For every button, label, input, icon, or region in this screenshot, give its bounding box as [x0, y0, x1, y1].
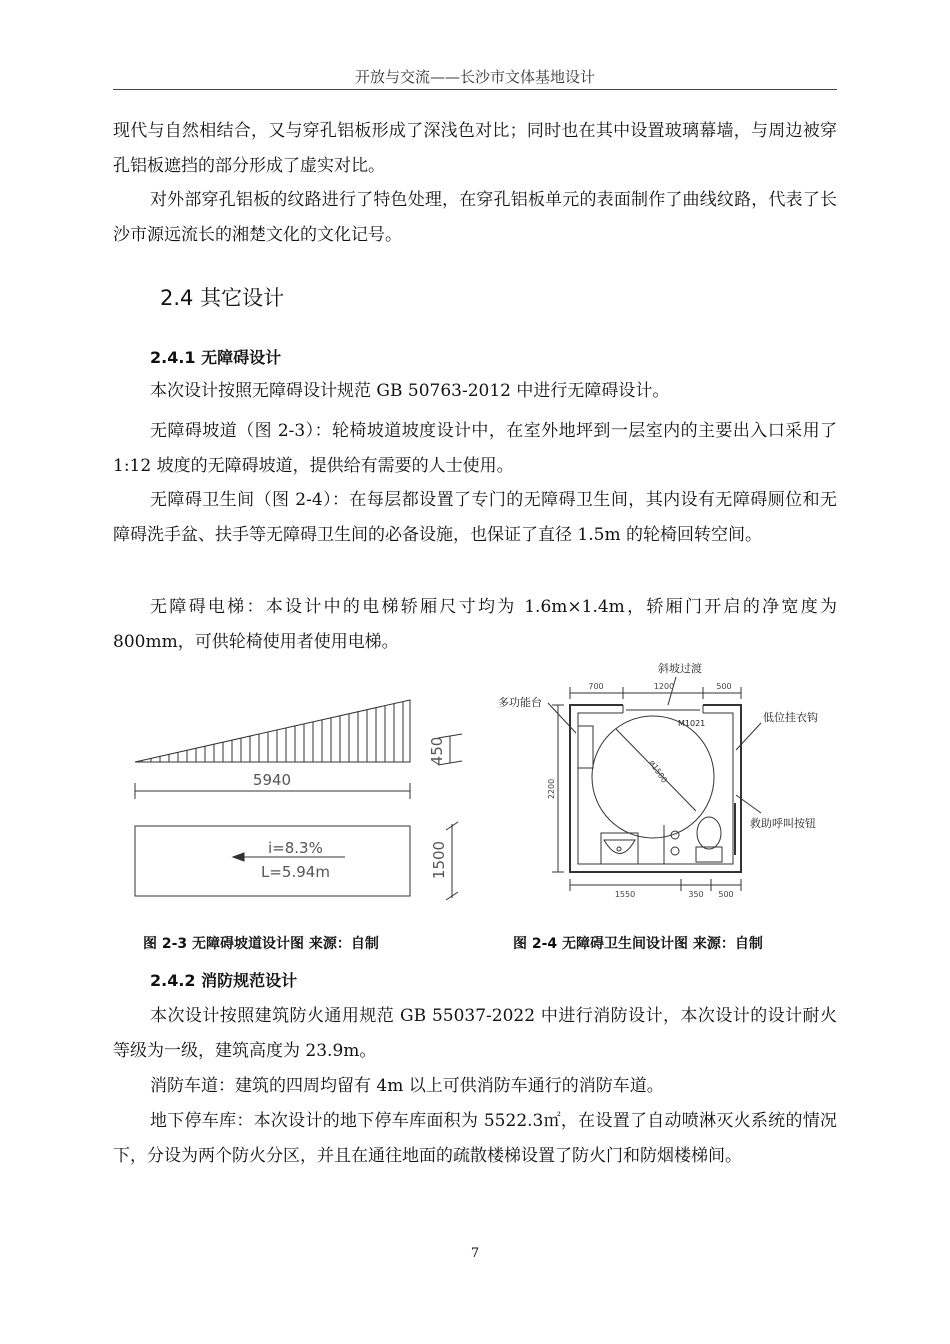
top-dim-3: 500 — [716, 682, 732, 691]
page-number: 7 — [470, 1246, 480, 1261]
section-heading-2-4: 2.4 其它设计 — [160, 286, 285, 310]
left-dim: 2200 — [547, 778, 556, 800]
ramp-height-label: 450 — [428, 736, 446, 766]
ramp-drawing — [120, 690, 480, 920]
diameter-label: ø1500 — [647, 758, 669, 785]
paragraph-fire-lane: 消防车道：建筑的四周均留有 4m 以上可供消防车通行的消防车道。 — [150, 1076, 664, 1096]
bottom-dim-3: 500 — [718, 890, 734, 899]
bottom-dim-2: 350 — [688, 890, 704, 899]
paragraph-elevator: 无障碍电梯：本设计中的电梯轿厢尺寸均为 1.6m×1.4m，轿厢门开启的净宽度为 800mm，可供轮椅使用者使用电梯。 — [113, 597, 837, 652]
section-heading-2-4-1: 2.4.1 无障碍设计 — [150, 348, 282, 367]
ramp-length-text: L=5.94m — [261, 863, 330, 881]
figure-2-4-caption: 图 2-4 无障碍卫生间设计图 来源：自制 — [513, 936, 763, 952]
figure-2-3-caption: 图 2-3 无障碍坡道设计图 来源：自制 — [143, 936, 379, 952]
section-heading-2-4-2: 2.4.2 消防规范设计 — [150, 971, 298, 990]
slope-arrow-head — [233, 853, 244, 861]
counter-leader — [548, 703, 576, 733]
ramp-elevation-outline — [135, 700, 410, 762]
running-header: 开放与交流——长沙市文体基地设计 — [354, 68, 595, 86]
top-dim-1: 700 — [588, 682, 604, 691]
multifunction-counter — [578, 726, 593, 768]
hook-label: 低位挂衣钩 — [763, 711, 818, 724]
sink-counter — [601, 833, 638, 864]
counter-label: 多功能台 — [498, 696, 542, 709]
door-tag: M1021 — [678, 719, 706, 728]
call-button-label: 救助呼叫按钮 — [750, 817, 816, 830]
ramp-width-label: 1500 — [430, 840, 448, 880]
top-dim-2: 1200 — [653, 682, 675, 691]
restroom-plan-drawing — [478, 655, 838, 915]
ramp-length-label: 5940 — [252, 771, 292, 789]
toilet-bowl — [697, 817, 721, 849]
ramp-transition-label: 斜坡过渡 — [658, 662, 702, 675]
bottom-dim-1: 1550 — [614, 890, 636, 899]
slope-ratio-label: i=8.3% — [268, 839, 323, 857]
call-leader — [736, 795, 761, 813]
paragraph-texture: 对外部穿孔铝板的纹路进行了特色处理，在穿孔铝板单元的表面制作了曲线纹路，代表了长沙市源远流长的湘楚文化的文化记号。 — [113, 190, 837, 245]
turning-circle — [592, 716, 714, 838]
paragraph-contrast: 现代与自然相结合，又与穿孔铝板形成了深浅色对比；同时也在其中设置玻璃幕墙，与周边被穿孔铝板遮挡的部分形成了虚实对比。 — [113, 121, 837, 176]
header-rule — [113, 89, 837, 90]
paragraph-fire-standard: 本次设计按照建筑防火通用规范 GB 55037-2022 中进行消防设计，本次设计的设计耐火等级为一级，建筑高度为 23.9m。 — [113, 1006, 837, 1061]
paragraph-ramp: 无障碍坡道（图 2-3）：轮椅坡道坡度设计中，在室外地坪到一层室内的主要出入口采用了 1:12 坡度的无障碍坡道，提供给有需要的人士使用。 — [113, 421, 837, 476]
paragraph-garage: 地下停车库：本次设计的地下停车库面积为 5522.3㎡，在设置了自动喷淋灭火系统的情况下，分设为两个防火分区，并且在通往地面的疏散楼梯设置了防火门和防烟楼梯间。 — [113, 1111, 837, 1166]
hook-leader — [736, 723, 761, 750]
paragraph-restroom: 无障碍卫生间（图 2-4）：在每层都设置了专门的无障碍卫生间，其内设有无障碍厕位和无障碍洗手盆、扶手等无障碍卫生间的必备设施，也保证了直径 1.5m 的轮椅回转空间。 — [113, 490, 837, 545]
paragraph-accessibility-standard: 本次设计按照无障碍设计规范 GB 50763-2012 中进行无障碍设计。 — [150, 381, 670, 401]
ramp-plan-outline — [135, 826, 410, 896]
